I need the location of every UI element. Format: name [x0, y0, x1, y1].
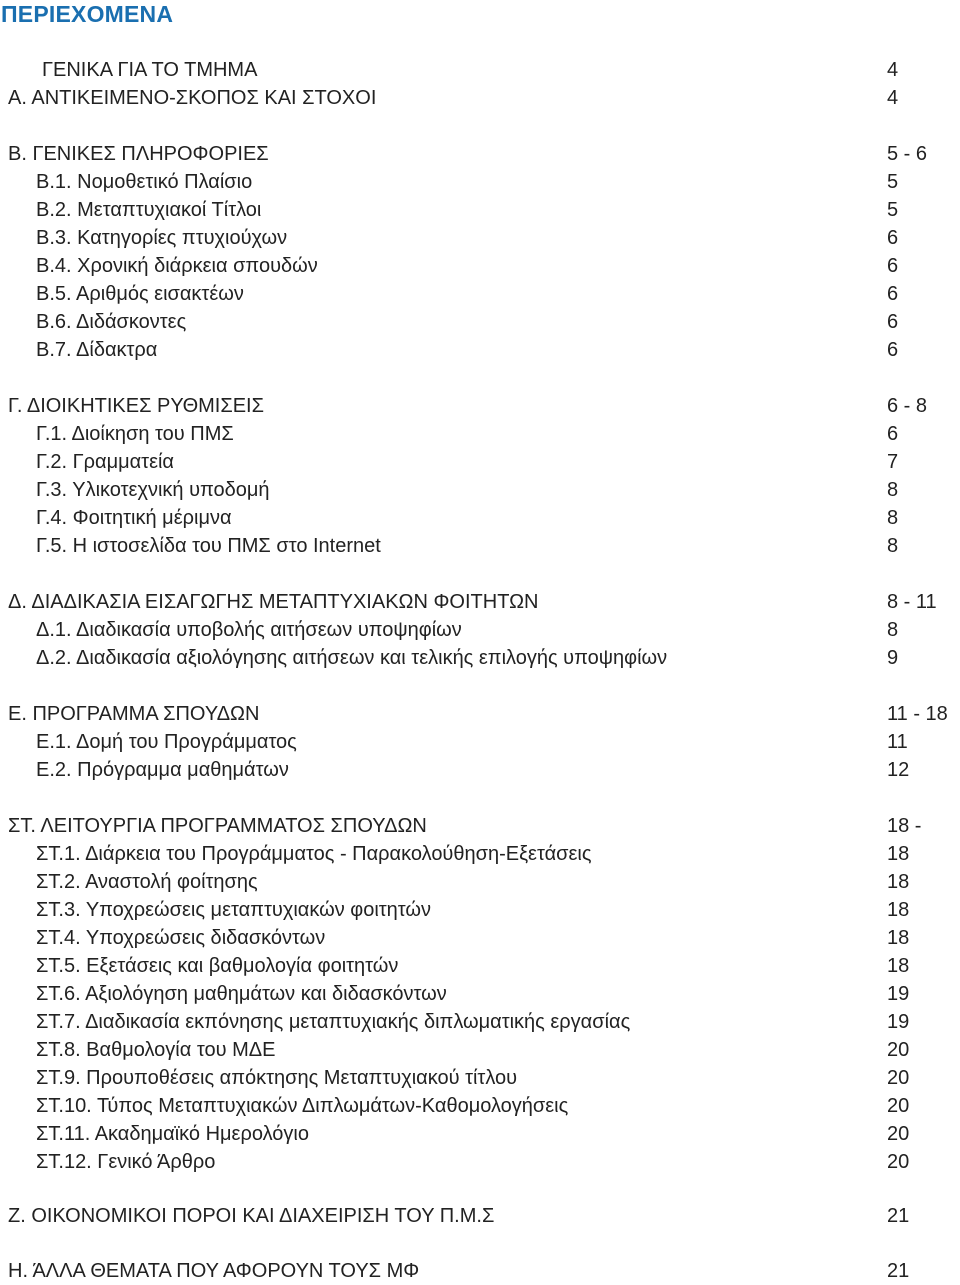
- toc-entry-page: 6 - 8: [887, 395, 928, 417]
- toc-entry-page: 6: [887, 423, 899, 445]
- toc-entry-label: ΣΤ.12. Γενικό Άρθρο: [36, 1151, 216, 1173]
- toc-entry-label: ΣΤ.7. Διαδικασία εκπόνησης μεταπτυχιακής διπλωματικής εργασίας: [36, 1011, 631, 1033]
- toc-entry-label: Β.3. Κατηγορίες πτυχιούχων: [36, 227, 288, 249]
- toc-entry-label: Ε.1. Δομή του Προγράμματος: [36, 731, 297, 753]
- toc-entry-page: 6: [887, 311, 899, 333]
- toc-entry-page: 18: [887, 899, 910, 921]
- toc-entry: [0, 1120, 960, 1148]
- toc-entry: [0, 756, 960, 784]
- toc-entry: [0, 420, 960, 448]
- toc-entry-label: Ε. ΠΡΟΓΡΑΜΜΑ ΣΠΟΥΔΩΝ: [8, 703, 260, 725]
- toc-entry-page: 19: [887, 1011, 910, 1033]
- toc-entry-page: 18: [887, 843, 910, 865]
- toc-entry: [0, 616, 960, 644]
- toc-entry-page: 12: [887, 759, 910, 781]
- toc-entry-label: ΓΕΝΙΚΑ ΓΙΑ ΤΟ ΤΜΗΜΑ: [42, 59, 258, 81]
- toc-entry: [0, 448, 960, 476]
- toc-entry-page: 19: [887, 983, 910, 1005]
- toc-entry: [0, 952, 960, 980]
- toc-entry: [0, 644, 960, 672]
- toc-entry: [0, 392, 960, 420]
- toc-entry-page: 4: [887, 59, 899, 81]
- toc-entry-page: 8 - 11: [887, 591, 937, 613]
- toc-entry-page: 8: [887, 535, 899, 557]
- toc-entry-page: 8: [887, 619, 899, 641]
- toc-entry: [0, 840, 960, 868]
- toc-entry-label: Γ.1. Διοίκηση του ΠΜΣ: [36, 423, 234, 445]
- toc-entry-label: Ε.2. Πρόγραμμα μαθημάτων: [36, 759, 289, 781]
- toc-entry: [0, 868, 960, 896]
- toc-entry-label: ΣΤ.3. Υποχρεώσεις μεταπτυχιακών φοιτητών: [36, 899, 432, 921]
- toc-entry: [0, 1036, 960, 1064]
- toc-entry: [0, 924, 960, 952]
- toc-entry-label: ΣΤ.2. Αναστολή φοίτησης: [36, 871, 258, 893]
- toc-entry-label: ΣΤ.4. Υποχρεώσεις διδασκόντων: [36, 927, 326, 949]
- toc-entry-page: 5: [887, 199, 899, 221]
- toc-entry-page: 20: [887, 1067, 910, 1089]
- toc-entry-label: Β.5. Αριθμός εισακτέων: [36, 283, 244, 305]
- toc-entry: [0, 140, 960, 168]
- toc-entry-label: Δ. ΔΙΑΔΙΚΑΣΙΑ ΕΙΣΑΓΩΓΗΣ ΜΕΤΑΠΤΥΧΙΑΚΩΝ ΦΟΙΤΗΤΩΝ: [8, 591, 539, 613]
- toc-entry: [0, 1008, 960, 1036]
- toc-entry-page: 8: [887, 479, 899, 501]
- toc-entry: [0, 812, 960, 840]
- toc-entry: [0, 980, 960, 1008]
- toc-entry-label: ΣΤ.5. Εξετάσεις και βαθμολογία φοιτητών: [36, 955, 399, 977]
- toc-entry: [0, 1148, 960, 1176]
- toc-entry: [0, 700, 960, 728]
- toc-entry-label: ΣΤ.10. Τύπος Μεταπτυχιακών Διπλωμάτων-Καθομολογήσεις: [36, 1095, 569, 1117]
- toc-entry-label: Γ.4. Φοιτητική μέριμνα: [36, 507, 232, 529]
- toc-entry-label: ΣΤ. ΛΕΙΤΟΥΡΓΙΑ ΠΡΟΓΡΑΜΜΑΤΟΣ ΣΠΟΥΔΩΝ: [8, 815, 427, 837]
- toc-entry-page: 5: [887, 171, 899, 193]
- toc-entry-label: Β.1. Νομοθετικό Πλαίσιο: [36, 171, 253, 193]
- toc-entry-label: Β.2. Μεταπτυχιακοί Τίτλοι: [36, 199, 262, 221]
- toc-entry: [0, 224, 960, 252]
- toc-entry-page: 6: [887, 283, 899, 305]
- toc-entry: [0, 896, 960, 924]
- toc-entry-label: Β. ΓΕΝΙΚΕΣ ΠΛΗΡΟΦΟΡΙΕΣ: [8, 143, 269, 165]
- page-title: ΠΕΡΙΕΧΟΜΕΝΑ: [1, 1, 174, 27]
- toc-entry-page: 21: [887, 1205, 910, 1227]
- toc-entry-page: 7: [887, 451, 899, 473]
- toc-entry-page: 4: [887, 87, 899, 109]
- toc-entry-page: 20: [887, 1039, 910, 1061]
- toc-entry-page: 18 -: [887, 815, 922, 837]
- toc-entry: [0, 532, 960, 560]
- toc-entry-label: ΣΤ.6. Αξιολόγηση μαθημάτων και διδασκόντων: [36, 983, 447, 1005]
- toc-entry-page: 9: [887, 647, 899, 669]
- toc-entry-page: 20: [887, 1151, 910, 1173]
- toc-entry: [0, 476, 960, 504]
- toc-entry-label: Γ.2. Γραμματεία: [36, 451, 174, 473]
- toc-entry-label: Η. ΆΛΛΑ ΘΕΜΑΤΑ ΠΟΥ ΑΦΟΡΟΥΝ ΤΟΥΣ ΜΦ: [8, 1260, 420, 1282]
- toc-entry-page: 6: [887, 339, 899, 361]
- toc-entry: [0, 1064, 960, 1092]
- toc-entry-label: ΣΤ.8. Βαθμολογία του ΜΔΕ: [36, 1039, 276, 1061]
- toc-entry: [0, 252, 960, 280]
- toc-entry-label: ΣΤ.9. Προυποθέσεις απόκτησης Μεταπτυχιακού τίτλου: [36, 1067, 518, 1089]
- toc-entry: [0, 308, 960, 336]
- toc-entry-label: Α. ΑΝΤΙΚΕΙΜΕΝΟ-ΣΚΟΠΟΣ ΚΑΙ ΣΤΟΧΟΙ: [8, 87, 377, 109]
- toc-entry-page: 18: [887, 871, 910, 893]
- toc-entry-label: ΣΤ.11. Ακαδημαϊκό Ημερολόγιο: [36, 1123, 309, 1145]
- toc-entry-page: 18: [887, 927, 910, 949]
- toc-entry-label: Β.4. Χρονική διάρκεια σπουδών: [36, 255, 318, 277]
- toc-entry-label: Β.7. Δίδακτρα: [36, 339, 158, 361]
- toc-entry: [0, 728, 960, 756]
- toc-entry-page: 20: [887, 1123, 910, 1145]
- toc-entry: [0, 84, 960, 112]
- toc-entry-page: 11: [887, 731, 908, 753]
- toc-entry-label: Β.6. Διδάσκοντες: [36, 311, 187, 333]
- toc-entry-page: 18: [887, 955, 910, 977]
- toc-entry: [0, 168, 960, 196]
- toc-entry-page: 5 - 6: [887, 143, 928, 165]
- toc-entry: [0, 1092, 960, 1120]
- toc-entry-page: 8: [887, 507, 899, 529]
- toc-entry-label: ΣΤ.1. Διάρκεια του Προγράμματος - Παρακολούθηση-Εξετάσεις: [36, 843, 592, 865]
- toc-entry-page: 11 - 18: [887, 703, 948, 725]
- toc-entry: [0, 280, 960, 308]
- toc-entry: [0, 196, 960, 224]
- toc-entry-page: 6: [887, 227, 899, 249]
- toc-entry-page: 21: [887, 1260, 910, 1282]
- toc-entry: [0, 336, 960, 364]
- toc-entry-page: 6: [887, 255, 899, 277]
- toc-entry-label: Δ.2. Διαδικασία αξιολόγησης αιτήσεων και τελικής επιλογής υποψηφίων: [36, 647, 668, 669]
- toc-entry: [0, 56, 960, 84]
- toc-entry: [0, 504, 960, 532]
- toc-entry-page: 20: [887, 1095, 910, 1117]
- toc-entry: [0, 588, 960, 616]
- toc-entry-label: Γ.3. Υλικοτεχνική υποδομή: [36, 479, 270, 501]
- toc-entry-label: Ζ. ΟΙΚΟΝΟΜΙΚΟΙ ΠΟΡΟΙ ΚΑΙ ΔΙΑΧΕΙΡΙΣΗ ΤΟΥ Π.Μ.Σ: [8, 1205, 495, 1227]
- toc-entry-label: Γ.5. Η ιστοσελίδα του ΠΜΣ στο Internet: [36, 535, 381, 557]
- toc-entry-label: Δ.1. Διαδικασία υποβολής αιτήσεων υποψηφίων: [36, 619, 462, 641]
- toc-entry-label: Γ. ΔΙΟΙΚΗΤΙΚΕΣ ΡΥΘΜΙΣΕΙΣ: [8, 395, 264, 417]
- toc-entry: [0, 1202, 960, 1230]
